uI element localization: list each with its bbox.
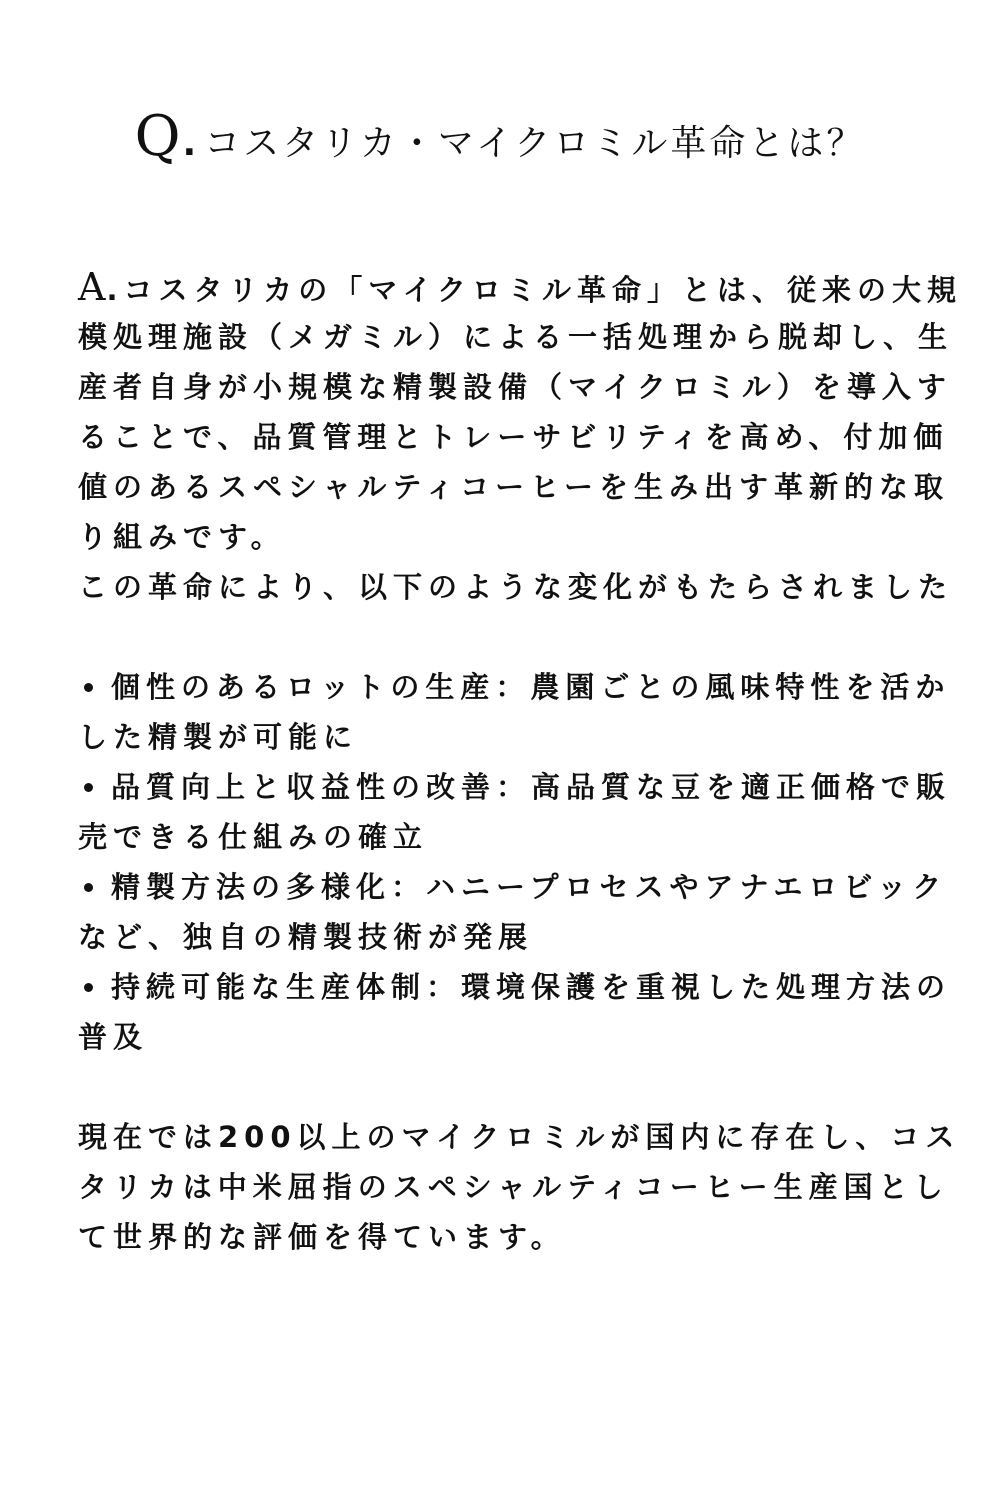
bullet-text: 個性のあるロットの生産：農園ごとの風味特性を活か	[111, 670, 951, 704]
bullet-item	[78, 962, 952, 1062]
bullet-first-line	[78, 762, 952, 812]
answer-prefix-dot: .	[106, 273, 124, 307]
bullet-continuation-line: など、独自の精製技術が発展	[78, 920, 534, 954]
question-text: コスタリカ・マイクロミル革命とは？	[204, 123, 866, 164]
bullet-dot-icon	[84, 683, 93, 692]
question-prefix-dot: .	[182, 123, 197, 164]
answer-intro-line: 産者自身が小規模な精製設備（マイクロミル）を導入す	[78, 370, 952, 404]
question-prefix: Q	[134, 104, 183, 169]
bullet-continuation-line: 売できる仕組みの確立	[78, 820, 429, 854]
closing-line: 現在では200以上のマイクロミルが国内に存在し、コス	[78, 1120, 961, 1154]
bullet-text: 持続可能な生産体制：環境保護を重視した処理方法の	[111, 970, 952, 1004]
bullet-continuation-line: 普及	[78, 1020, 149, 1054]
answer-line	[78, 262, 963, 312]
answer-intro-line: ることで、品質管理とトレーサビリティを高め、付加価	[78, 420, 949, 454]
question-heading	[0, 104, 1000, 169]
answer-prefix: A	[78, 265, 107, 309]
bullet-text: 品質向上と収益性の改善：高品質な豆を適正価格で販	[111, 770, 952, 804]
bullet-item	[78, 762, 952, 862]
bullet-text: 精製方法の多様化：ハニープロセスやアナエロビック	[111, 870, 948, 904]
answer-intro-line: この革命により、以下のような変化がもたらされました	[78, 570, 954, 604]
bullet-dot-icon	[84, 783, 93, 792]
answer-intro-line: 値のあるスペシャルティコーヒーを生み出す革新的な取	[78, 470, 949, 504]
closing-line: タリカは中米屈指のスペシャルティコーヒー生産国とし	[78, 1170, 949, 1204]
bullet-item	[78, 862, 948, 962]
closing-line: て世界的な評価を得ています。	[78, 1220, 566, 1254]
answer-intro-line: コスタリカの「マイクロミル革命」とは、従来の大規	[123, 273, 963, 307]
paragraph-gap	[78, 1062, 938, 1112]
bullet-continuation-line: した精製が可能に	[78, 720, 359, 754]
bullet-dot-icon	[84, 883, 93, 892]
bullet-item	[78, 662, 951, 762]
answer-body	[78, 262, 963, 1262]
paragraph-gap	[78, 612, 938, 662]
bullet-first-line	[78, 862, 948, 912]
bullet-first-line	[78, 662, 951, 712]
bullet-list	[78, 662, 952, 1062]
answer-intro-line: り組みです。	[78, 520, 286, 554]
bullet-dot-icon	[84, 983, 93, 992]
bullet-first-line	[78, 962, 952, 1012]
answer-intro-line: 模処理施設（メガミル）による一括処理から脱却し、生	[78, 320, 954, 354]
